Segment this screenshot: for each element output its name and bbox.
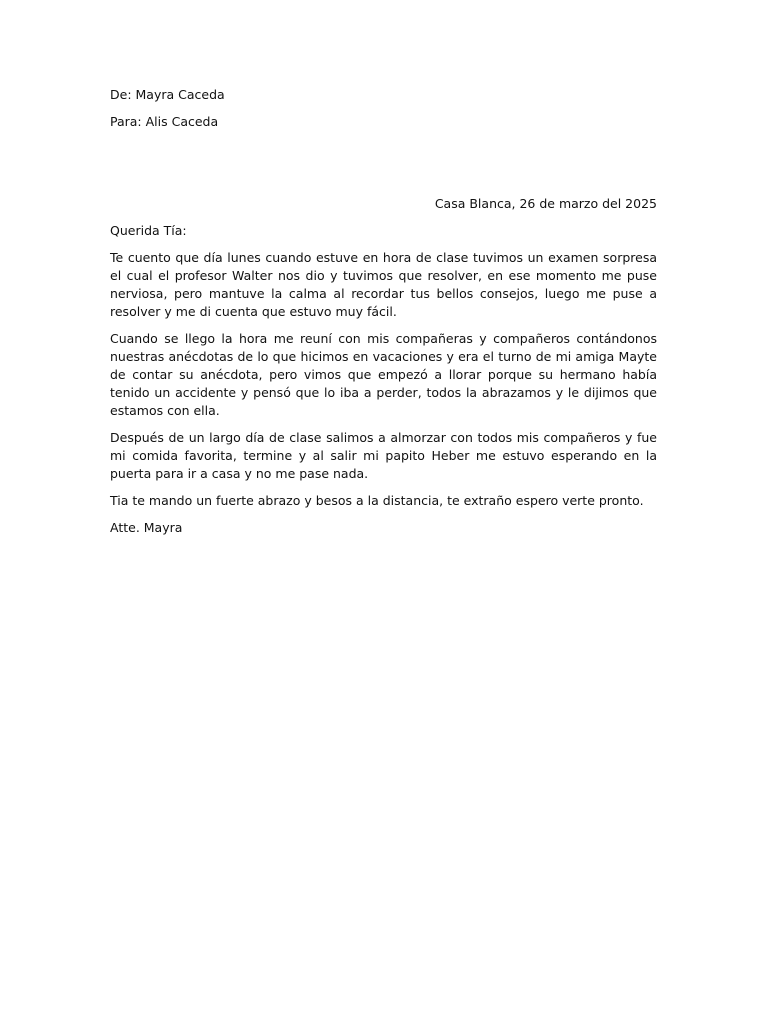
recipient-line: Para: Alis Caceda — [110, 114, 219, 129]
paragraph-3: Después de un largo día de clase salimos a almorzar con todos mis compañeros y fue mi comida favorita, termine y al salir mi papito Heber me estuvo esperando en la puerta para ir a casa y no me pase nada. — [110, 430, 657, 481]
letter-body — [110, 86, 657, 546]
sender-line: De: Mayra Caceda — [110, 87, 225, 102]
paragraph-4: Tia te mando un fuerte abrazo y besos a la distancia, te extraño espero verte pronto. — [110, 493, 644, 508]
greeting: Querida Tía: — [110, 223, 187, 238]
paragraph-2: Cuando se llego la hora me reuní con mis compañeras y compañeros contándonos nuestras anécdotas de lo que hicimos en vacaciones y era el turno de mi amiga Mayte de contar su anécdota, pero vimos que empezó a llorar porque su hermano había tenido un accidente y pensó que lo iba a perder, todos la abrazamos y le dijimos que estamos con ella. — [110, 331, 657, 418]
signature: Atte. Mayra — [110, 520, 183, 535]
paragraph-1: Te cuento que día lunes cuando estuve en hora de clase tuvimos un examen sorpresa el cual el profesor Walter nos dio y tuvimos que resolver, en ese momento me puse nerviosa, pero mantuve la calma al recordar tus bellos consejos, luego me puse a resolver y me di cuenta que estuvo muy fácil. — [110, 250, 657, 319]
date-line: Casa Blanca, 26 de marzo del 2025 — [434, 196, 657, 211]
